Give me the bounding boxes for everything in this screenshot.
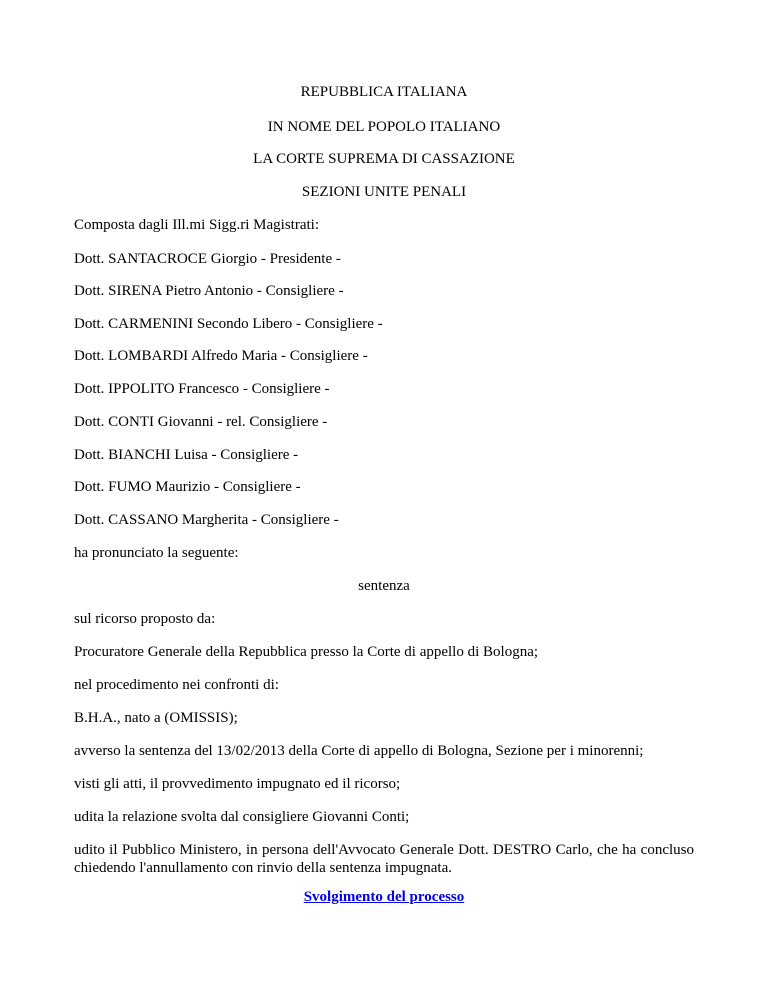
magistrate-line: Dott. CONTI Giovanni - rel. Consigliere -	[74, 414, 328, 430]
body-paragraph: Procuratore Generale della Repubblica presso la Corte di appello di Bologna;	[74, 644, 539, 660]
composition-intro: Composta dagli Ill.mi Sigg.ri Magistrati:	[74, 217, 319, 233]
body-paragraph: visti gli atti, il provvedimento impugnato ed il ricorso;	[74, 776, 401, 792]
header-section: SEZIONI UNITE PENALI	[301, 184, 467, 200]
magistrate-line: Dott. BIANCHI Luisa - Consigliere -	[74, 447, 299, 463]
section-heading-link[interactable]: Svolgimento del processo	[303, 889, 465, 905]
body-paragraph: nel procedimento nei confronti di:	[74, 677, 279, 693]
magistrate-line: Dott. CARMENINI Secondo Libero - Consigliere -	[74, 316, 383, 332]
section-heading-container	[0, 888, 768, 906]
body-paragraph: B.H.A., nato a (OMISSIS);	[74, 710, 238, 726]
sentence-label: sentenza	[358, 578, 410, 594]
magistrate-line: Dott. IPPOLITO Francesco - Consigliere -	[74, 381, 330, 397]
magistrate-line: Dott. FUMO Maurizio - Consigliere -	[74, 479, 301, 495]
magistrate-line: Dott. LOMBARDI Alfredo Maria - Consigliere -	[74, 348, 368, 364]
pronounced-text: ha pronunciato la seguente:	[74, 545, 239, 561]
header-people: IN NOME DEL POPOLO ITALIANO	[267, 119, 501, 135]
header-republic: REPUBBLICA ITALIANA	[300, 84, 468, 100]
magistrate-line: Dott. CASSANO Margherita - Consigliere -	[74, 512, 339, 528]
body-paragraph: udita la relazione svolta dal consigliere Giovanni Conti;	[74, 809, 410, 825]
body-paragraph: avverso la sentenza del 13/02/2013 della Corte di appello di Bologna, Sezione per i minorenni;	[74, 743, 644, 759]
header-court: LA CORTE SUPREMA DI CASSAZIONE	[253, 151, 515, 167]
body-paragraph-prosecutor: udito il Pubblico Ministero, in persona dell'Avvocato Generale Dott. DESTRO Carlo, che ha concluso chiedendo l'annullamento con rinvio della sentenza impugnata.	[74, 842, 694, 876]
magistrate-line: Dott. SANTACROCE Giorgio - Presidente -	[74, 251, 341, 267]
body-paragraph: sul ricorso proposto da:	[74, 611, 216, 627]
magistrate-line: Dott. SIRENA Pietro Antonio - Consigliere -	[74, 283, 344, 299]
